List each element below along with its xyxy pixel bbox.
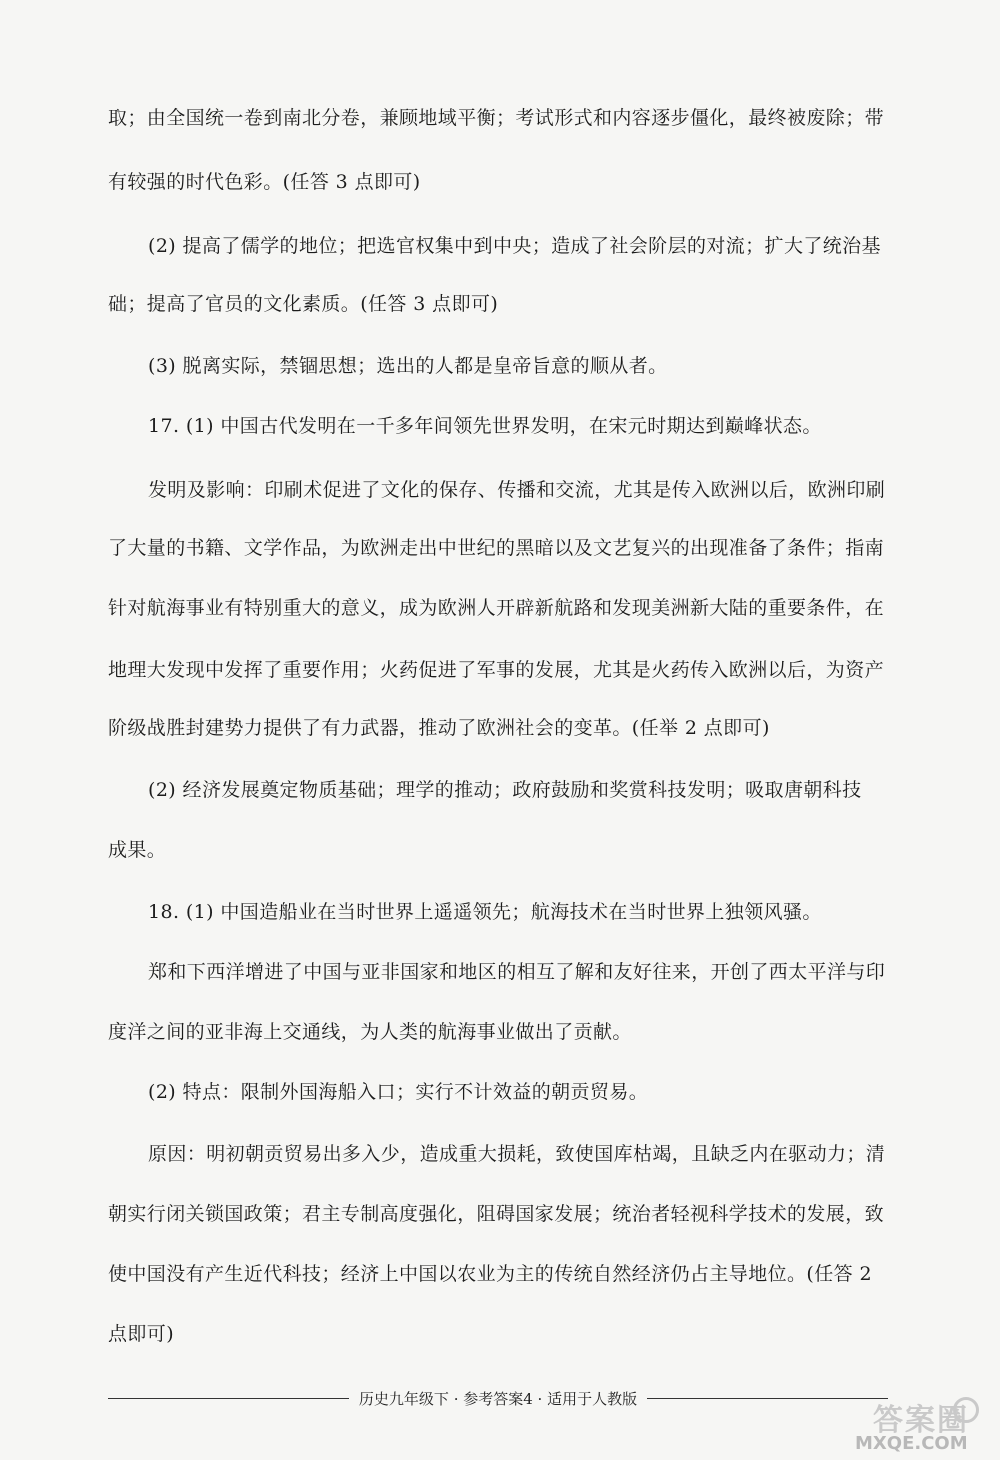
text-line: 针对航海事业有特别重大的意义，成为欧洲人开辟新航路和发现美洲新大陆的重要条件，在 <box>108 597 885 619</box>
text-line: 阶级战胜封建势力提供了有力武器，推动了欧洲社会的变革。(任举 2 点即可) <box>108 717 770 739</box>
text-line: 17. (1) 中国古代发明在一千多年间领先世界发明，在宋元时期达到巅峰状态。 <box>148 415 822 437</box>
text-line: 点即可) <box>108 1323 175 1345</box>
text-line: 成果。 <box>108 839 167 861</box>
text-line: 使中国没有产生近代科技；经济上中国以农业为主的传统自然经济仍占主导地位。(任答 2 <box>108 1263 872 1285</box>
watermark-logo-icon <box>953 1397 979 1423</box>
watermark <box>855 1395 985 1455</box>
watermark-title: 答案圈 <box>873 1403 969 1438</box>
text-line: 取；由全国统一卷到南北分卷，兼顾地域平衡；考试形式和内容逐步僵化，最终被废除；带 <box>108 107 885 129</box>
text-line: (3) 脱离实际，禁锢思想；选出的人都是皇帝旨意的顺从者。 <box>148 355 668 377</box>
footer-rule-right <box>647 1398 888 1399</box>
text-line: 了大量的书籍、文学作品，为欧洲走出中世纪的黑暗以及文艺复兴的出现准备了条件；指南 <box>108 537 885 559</box>
text-line: 度洋之间的亚非海上交通线，为人类的航海事业做出了贡献。 <box>108 1021 632 1043</box>
page-footer <box>108 1388 888 1409</box>
text-line: 发明及影响：印刷术促进了文化的保存、传播和交流，尤其是传入欧洲以后，欧洲印刷 <box>148 479 886 501</box>
text-line: 有较强的时代色彩。(任答 3 点即可) <box>108 171 421 193</box>
text-line: 原因：明初朝贡贸易出多入少，造成重大损耗，致使国库枯竭，且缺乏内在驱动力；清 <box>148 1143 886 1165</box>
footer-rule-left <box>108 1398 349 1399</box>
text-line: 地理大发现中发挥了重要作用；火药促进了军事的发展，尤其是火药传入欧洲以后，为资产 <box>108 659 885 681</box>
watermark-url: MXQE.COM <box>855 1433 968 1454</box>
text-line: (2) 提高了儒学的地位；把选官权集中到中央；造成了社会阶层的对流；扩大了统治基 <box>148 235 881 257</box>
text-line: (2) 经济发展奠定物质基础；理学的推动；政府鼓励和奖赏科技发明；吸取唐朝科技 <box>148 779 862 801</box>
text-line: 18. (1) 中国造船业在当时世界上遥遥领先；航海技术在当时世界上独领风骚。 <box>148 901 822 923</box>
text-line: 础；提高了官员的文化素质。(任答 3 点即可) <box>108 293 499 315</box>
text-line: 朝实行闭关锁国政策；君主专制高度强化，阻碍国家发展；统治者轻视科学技术的发展，致 <box>108 1203 885 1225</box>
text-line: (2) 特点：限制外国海船入口；实行不计效益的朝贡贸易。 <box>148 1081 649 1103</box>
text-line: 郑和下西洋增进了中国与亚非国家和地区的相互了解和友好往来，开创了西太平洋与印 <box>148 961 886 983</box>
footer-text: 历史九年级下 · 参考答案4 · 适用于人教版 <box>358 1390 638 1408</box>
